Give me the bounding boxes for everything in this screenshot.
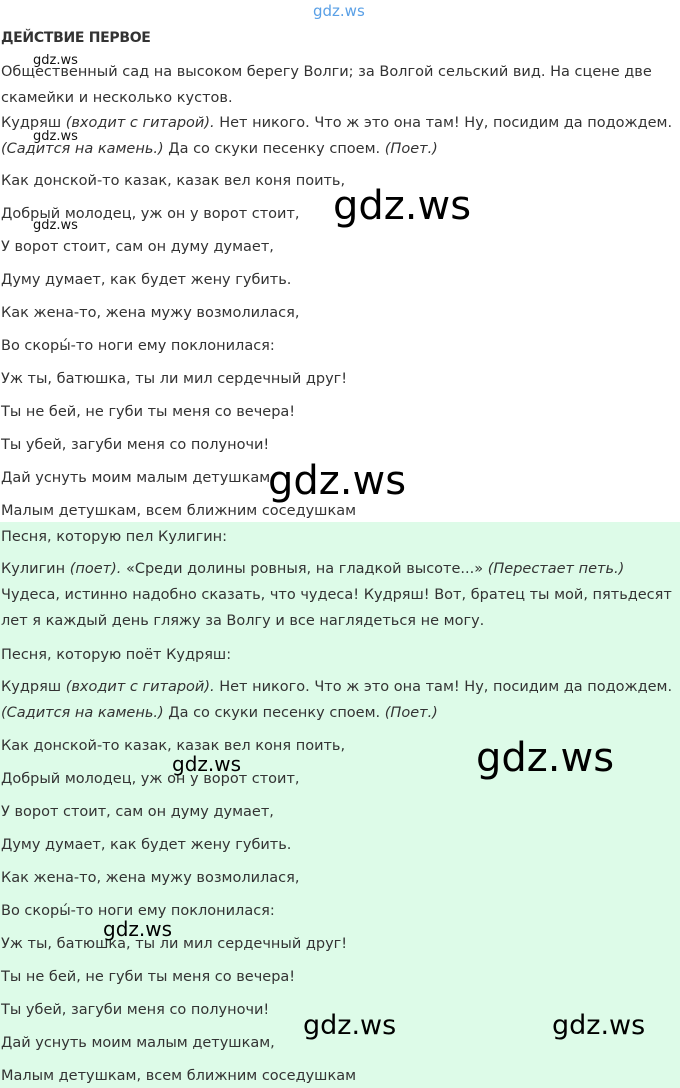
stage-direction: (Садится на камень.)	[1, 141, 164, 157]
song-line: Дай уснуть моим малым детушкам,	[1, 470, 275, 486]
kuligin-song-title: Песня, которую пел Кулигин:	[1, 529, 228, 545]
speaker-name: Кудряш	[1, 115, 62, 131]
song-line: Во скоры́-то ноги ему поклонилася:	[1, 903, 275, 919]
remark-text: «Среди долины ровныя, на гладкой высоте...»	[121, 561, 488, 577]
remark-text: Да со скуки песенку споем.	[163, 705, 385, 721]
stage-direction: (входит с гитарой).	[65, 115, 215, 131]
stage-direction: (Перестает петь.)	[487, 561, 625, 577]
watermark-medium-2: gdz.ws	[103, 917, 173, 941]
song-line: Во скоры́-то ноги ему поклонилася:	[1, 338, 275, 354]
song-line: Как донской-то казак, казак вел коня поить,	[1, 738, 346, 754]
song-line: Ты убей, загуби меня со полуночи!	[1, 437, 270, 453]
remark-text: Чудеса, истинно надобно сказать, что чудеса! Кудряш! Вот, братец ты мой, пятьдесят лет я каждый день гляжу за Волгу и все наглядеться не могу.	[1, 587, 672, 629]
stage-direction: (Поет.)	[384, 141, 438, 157]
song-line: Как донской-то казак, казак вел коня поить,	[1, 173, 346, 189]
song-line: Ты не бей, не губи ты меня со вечера!	[1, 404, 296, 420]
remark-text: Да со скуки песенку споем.	[163, 141, 385, 157]
song-line: Как жена-то, жена мужу возмолилася,	[1, 305, 300, 321]
song-line: Ты не бей, не губи ты меня со вечера!	[1, 969, 296, 985]
song-line: Уж ты, батюшка, ты ли мил сердечный друг!	[1, 936, 348, 952]
stage-direction: (Садится на камень.)	[1, 705, 164, 721]
watermark-small-2: gdz.ws	[33, 129, 78, 144]
stage-direction: (поет).	[69, 561, 122, 577]
song-line: Добрый молодец, уж он у ворот стоит,	[1, 206, 300, 222]
song-line: У ворот стоит, сам он думу думает,	[1, 239, 274, 255]
speaker-name: Кудряш	[1, 679, 62, 695]
song-line: Уж ты, батюшка, ты ли мил сердечный друг!	[1, 371, 348, 387]
song-line: Как жена-то, жена мужу возмолилася,	[1, 870, 300, 886]
stage-direction: (Поет.)	[384, 705, 438, 721]
remark-text: Нет никого. Что ж это она там! Ну, посидим да подождем.	[214, 679, 673, 695]
act-heading: ДЕЙСТВИЕ ПЕРВОЕ	[1, 30, 151, 46]
stage-direction: (входит с гитарой).	[65, 679, 215, 695]
song-line: У ворот стоит, сам он думу думает,	[1, 804, 274, 820]
song-line: Ты убей, загуби меня со полуночи!	[1, 1002, 270, 1018]
song-line: Малым детушкам, всем ближним соседушкам	[1, 1068, 357, 1084]
song-line: Малым детушкам, всем ближним соседушкам	[1, 503, 357, 519]
song-line: Думу думает, как будет жену губить.	[1, 837, 292, 853]
song-line: Думу думает, как будет жену губить.	[1, 272, 292, 288]
watermark-large-2: gdz.ws	[268, 458, 407, 504]
watermark-medium-3: gdz.ws	[303, 1010, 397, 1041]
speaker-name: Кулигин	[1, 561, 66, 577]
watermark-large-1: gdz.ws	[333, 183, 472, 229]
song-line: Дай уснуть моим малым детушкам,	[1, 1035, 275, 1051]
watermark-small-1: gdz.ws	[33, 53, 78, 68]
watermark-top: gdz.ws	[313, 2, 365, 20]
intro-text: Общественный сад на высоком берегу Волги; за Волгой сельский вид. На сцене две скамейки и несколько кустов.	[1, 64, 652, 106]
watermark-small-3: gdz.ws	[33, 218, 78, 233]
watermark-medium-4: gdz.ws	[552, 1010, 646, 1041]
kudryash-remark-1	[1, 110, 677, 162]
watermark-medium-1: gdz.ws	[172, 752, 242, 776]
kudryash-song-title: Песня, которую поёт Кудряш:	[1, 647, 232, 663]
watermark-large-3: gdz.ws	[476, 735, 615, 781]
remark-text: Нет никого. Что ж это она там! Ну, посидим да подождем.	[214, 115, 673, 131]
kudryash-remark-2	[1, 674, 677, 726]
kuligin-remark	[1, 556, 677, 634]
song-line: Добрый молодец, уж он у ворот стоит,	[1, 771, 300, 787]
